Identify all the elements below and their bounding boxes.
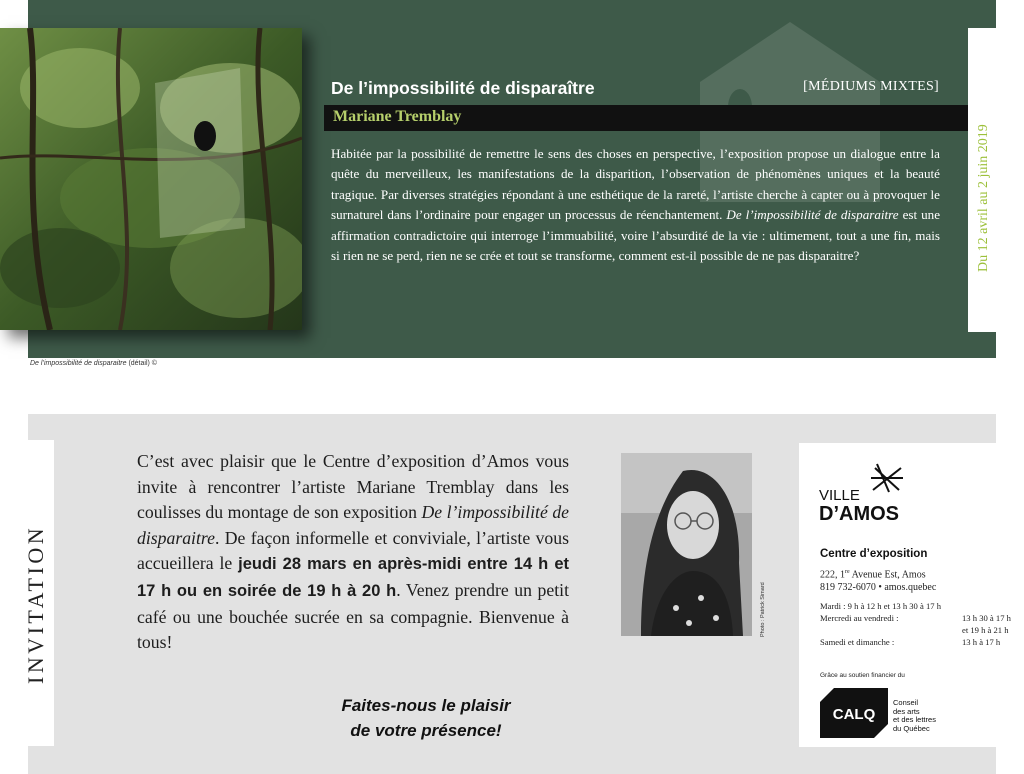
artwork-caption: De l’impossibilité de disparaitre (détail) © xyxy=(30,360,157,367)
calq-name: Conseil des arts et des lettres du Québec xyxy=(893,698,936,733)
opening-hours: Mardi : 9 h à 12 h et 13 h 30 à 17 h Mercredi au vendredi : 13 h 30 à 17 h et 19 h à 21 h Samedi et dimanche : 13 h à 17 h xyxy=(820,601,1011,647)
artist-portrait xyxy=(621,453,752,636)
venue-address: 222, 1re Avenue Est, Amos 819 732-6070 • amos.quebec xyxy=(820,569,937,594)
medium-label: [MÉDIUMS MIXTES] xyxy=(803,79,939,94)
svg-text:CALQ: CALQ xyxy=(832,706,876,723)
ville-amos-logo xyxy=(819,462,909,524)
calq-logo xyxy=(820,688,888,738)
artist-name: Mariane Tremblay xyxy=(333,108,462,125)
invitation-text: C’est avec plaisir que le Centre d’exposition d’Amos vous invite à rencontrer l’artiste Mariane Tremblay dans les coulisses du montage de son exposition De l’impossibilité de disparaitre. De façon informelle et conviviale, l’artiste vous accueillera le jeudi 28 mars en après-midi entre 14 h et 17 h ou en soirée de 19 h à 20 h. Venez prendre un petit café ou une bouchée sucrée en sa compagnie. Bienvenue à tous! xyxy=(137,451,570,653)
venue-heading: Centre d’exposition xyxy=(820,548,928,560)
exhibition-description: Habitée par la possibilité de remettre le sens des choses en perspective, l’exposition propose un dialogue entre la quête du merveilleux, les manifestations de la disparition, l’observation de phénomènes uniques et la beauté tragique. Par diverses stratégies répondant à une esthétique de la rareté, l’artiste cherche à capter ou à provoquer le surnaturel dans l’ordinaire pour engager un processus de réenchantement. De l’impossibilité de disparaitre est une affirmation contradictoire qui interroge l’immuabilité, voire l’absurdité de la vie : ultimement, tout a une fin, mais si rien ne se perd, rien ne se crée et tout se transforme, comment est-il possible de ne pas disparaitre? xyxy=(331,146,941,264)
invitation-vertical-label: INVITATION xyxy=(23,524,48,684)
svg-text:D’AMOS: D’AMOS xyxy=(819,503,899,524)
exhibition-artwork-photo xyxy=(0,28,302,330)
photo-credit: Photo : Patrick Simard xyxy=(760,582,766,637)
exhibition-title: De l’impossibilité de disparaître xyxy=(331,78,595,98)
closing-message: Faites-nous le plaisir de votre présence! xyxy=(341,696,511,740)
exhibition-dates: Du 12 avril au 2 juin 2019 xyxy=(976,124,991,272)
funding-notice: Grâce au soutien financier du xyxy=(820,672,905,679)
svg-text:VILLE: VILLE xyxy=(819,487,860,504)
